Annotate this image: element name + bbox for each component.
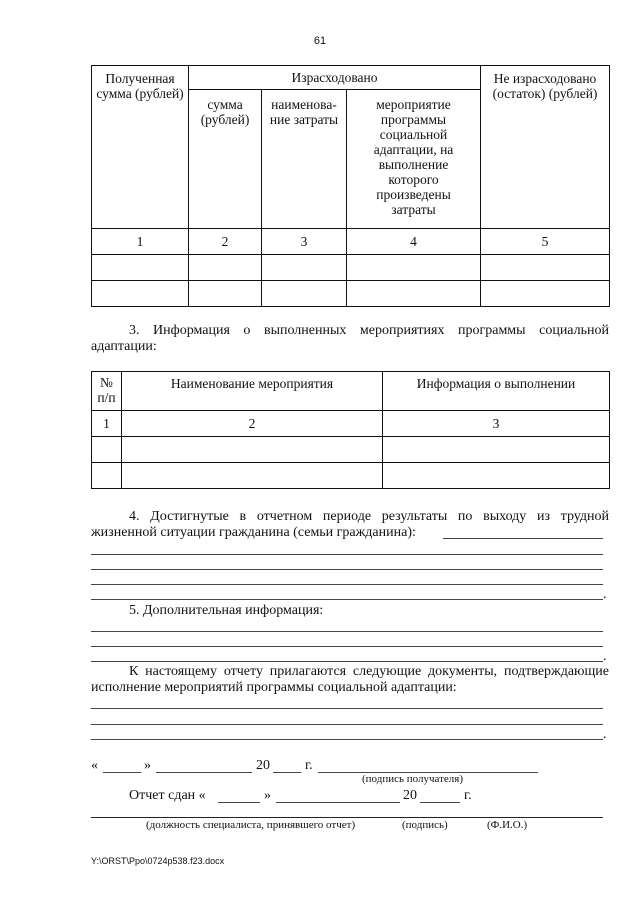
column-number: 4	[347, 229, 481, 255]
section-4-text: 4. Достигнутые в отчетном периоде результаты по выходу из трудной жизненной ситуации гражданина (семьи гражданина):	[91, 509, 609, 540]
answer-line[interactable]	[443, 538, 603, 539]
header-row-number-line2: п/п	[97, 390, 116, 405]
file-path: Y:\ORST\Ppo\0724p538.f23.docx	[91, 856, 225, 866]
table-cell[interactable]	[262, 281, 347, 307]
submitted-close-quote: »	[264, 788, 271, 803]
answer-line[interactable]	[91, 631, 603, 632]
column-number: 2	[122, 411, 383, 437]
date-close-quote: »	[144, 758, 151, 773]
header-spent: Израсходовано	[189, 66, 481, 90]
answer-line[interactable]	[91, 569, 603, 570]
table-cell[interactable]	[92, 281, 189, 307]
column-number: 1	[92, 411, 122, 437]
table-cell[interactable]	[481, 255, 610, 281]
section-5-text: 5. Дополнительная информация:	[129, 603, 324, 618]
column-number: 1	[92, 229, 189, 255]
attachments-text: К настоящему отчету прилагаются следующие документы, подтверждающие исполнение мероприятий программы социальной адаптации:	[91, 664, 609, 695]
table-cell[interactable]	[347, 255, 481, 281]
header-activity: мероприятие программы социальной адаптации, на выполнение которого произведены затраты	[347, 90, 481, 229]
answer-line[interactable]	[91, 554, 603, 555]
table-cell[interactable]	[92, 463, 122, 489]
line-end-dot: .	[603, 649, 607, 664]
answer-line[interactable]	[91, 599, 603, 600]
section-3-text: 3. Информация о выполненных мероприятиях программы социальной адаптации:	[91, 323, 609, 354]
table-cell[interactable]	[481, 281, 610, 307]
table-cell[interactable]	[262, 255, 347, 281]
line-end-dot: .	[603, 727, 607, 742]
answer-line[interactable]	[91, 708, 603, 709]
answer-line[interactable]	[91, 724, 603, 725]
header-row-number-line1: №	[100, 375, 113, 390]
header-expense-name-line1: наименова-	[271, 97, 337, 112]
activities-table	[91, 371, 610, 489]
date-year-prefix: 20	[256, 758, 270, 773]
page-number: 61	[313, 35, 327, 47]
header-row-number	[92, 372, 122, 411]
table-cell[interactable]	[383, 463, 610, 489]
line-end-dot: .	[603, 587, 607, 602]
submitted-year-field[interactable]	[420, 802, 460, 803]
header-received-amount: Полученная сумма (рублей)	[92, 66, 189, 229]
recipient-signature-caption: (подпись получателя)	[362, 773, 464, 785]
table-cell[interactable]	[92, 437, 122, 463]
answer-line[interactable]	[91, 584, 603, 585]
submitted-month-field[interactable]	[276, 802, 400, 803]
column-number: 3	[383, 411, 610, 437]
date-day-field[interactable]	[103, 772, 141, 773]
column-number: 5	[481, 229, 610, 255]
table-cell[interactable]	[92, 255, 189, 281]
submitted-year-prefix: 20	[403, 788, 417, 803]
submitted-year-suffix: г.	[464, 788, 472, 803]
answer-line[interactable]	[91, 739, 603, 740]
header-not-spent: Не израсходовано (остаток) (рублей)	[481, 66, 610, 229]
caption-fio: (Ф.И.О.)	[487, 819, 528, 831]
table-cell[interactable]	[122, 463, 383, 489]
column-number: 3	[262, 229, 347, 255]
header-activity-name: Наименование мероприятия	[122, 372, 383, 411]
submitted-day-field[interactable]	[218, 802, 260, 803]
header-amount: сумма (рублей)	[189, 90, 262, 229]
header-expense-name	[262, 90, 347, 229]
expenses-table	[91, 65, 610, 307]
answer-line[interactable]	[91, 646, 603, 647]
specialist-signature-line[interactable]	[91, 817, 603, 818]
table-cell[interactable]	[383, 437, 610, 463]
header-expense-name-line2: ние затраты	[269, 112, 339, 127]
caption-signature: (подпись)	[402, 819, 448, 831]
date-open-quote: «	[91, 758, 98, 773]
date-year-field[interactable]	[273, 772, 301, 773]
answer-line[interactable]	[91, 661, 603, 662]
date-year-suffix: г.	[305, 758, 313, 773]
submitted-label: Отчет сдан «	[129, 788, 206, 803]
table-cell[interactable]	[347, 281, 481, 307]
date-month-field[interactable]	[156, 772, 252, 773]
table-cell[interactable]	[189, 255, 262, 281]
header-execution-info: Информация о выполнении	[383, 372, 610, 411]
caption-position: (должность специалиста, принявшего отчет)	[146, 819, 356, 831]
table-cell[interactable]	[122, 437, 383, 463]
column-number: 2	[189, 229, 262, 255]
table-cell[interactable]	[189, 281, 262, 307]
